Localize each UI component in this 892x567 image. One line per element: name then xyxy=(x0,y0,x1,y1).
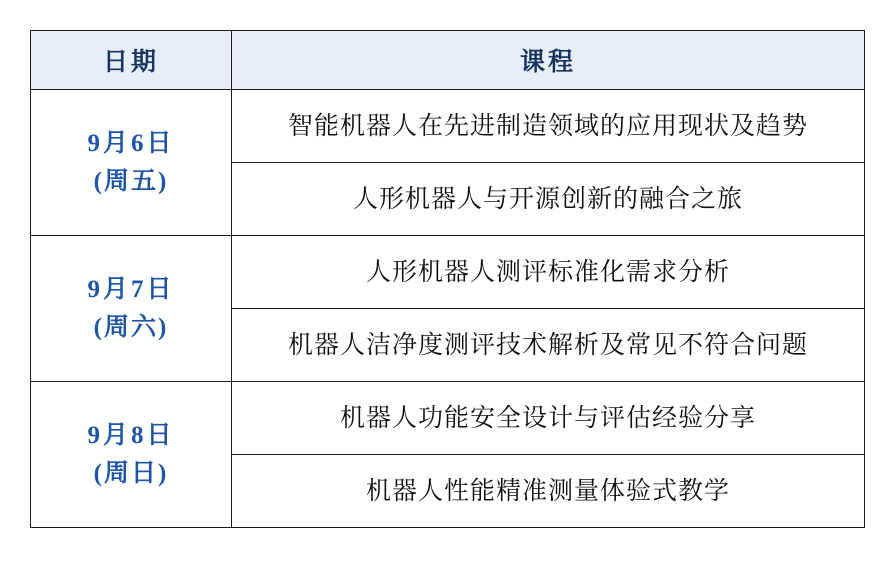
header-row xyxy=(31,31,865,90)
column-header-course: 课程 xyxy=(232,31,865,90)
date-main-day2: 9月7日 xyxy=(87,276,175,303)
date-sub-day1: (周五) xyxy=(93,167,169,195)
table-row xyxy=(31,90,865,163)
date-cell-day3 xyxy=(31,382,232,528)
course-cell: 机器人性能精准测量体验式教学 xyxy=(232,455,865,528)
column-header-date: 日期 xyxy=(31,31,232,90)
course-cell: 人形机器人与开源创新的融合之旅 xyxy=(232,163,865,236)
table-row xyxy=(31,236,865,309)
course-cell: 机器人洁净度测评技术解析及常见不符合问题 xyxy=(232,309,865,382)
date-sub-day3: (周日) xyxy=(93,459,169,487)
date-cell-day1 xyxy=(31,90,232,236)
schedule-table xyxy=(30,30,865,528)
course-cell: 人形机器人测评标准化需求分析 xyxy=(232,236,865,309)
table-body xyxy=(31,90,865,528)
date-sub-day2: (周六) xyxy=(93,313,169,341)
table-row xyxy=(31,382,865,455)
table-header xyxy=(31,31,865,90)
course-cell: 机器人功能安全设计与评估经验分享 xyxy=(232,382,865,455)
date-cell-day2 xyxy=(31,236,232,382)
date-main-day1: 9月6日 xyxy=(87,130,175,157)
date-main-day3: 9月8日 xyxy=(87,422,175,449)
course-cell: 智能机器人在先进制造领域的应用现状及趋势 xyxy=(232,90,865,163)
